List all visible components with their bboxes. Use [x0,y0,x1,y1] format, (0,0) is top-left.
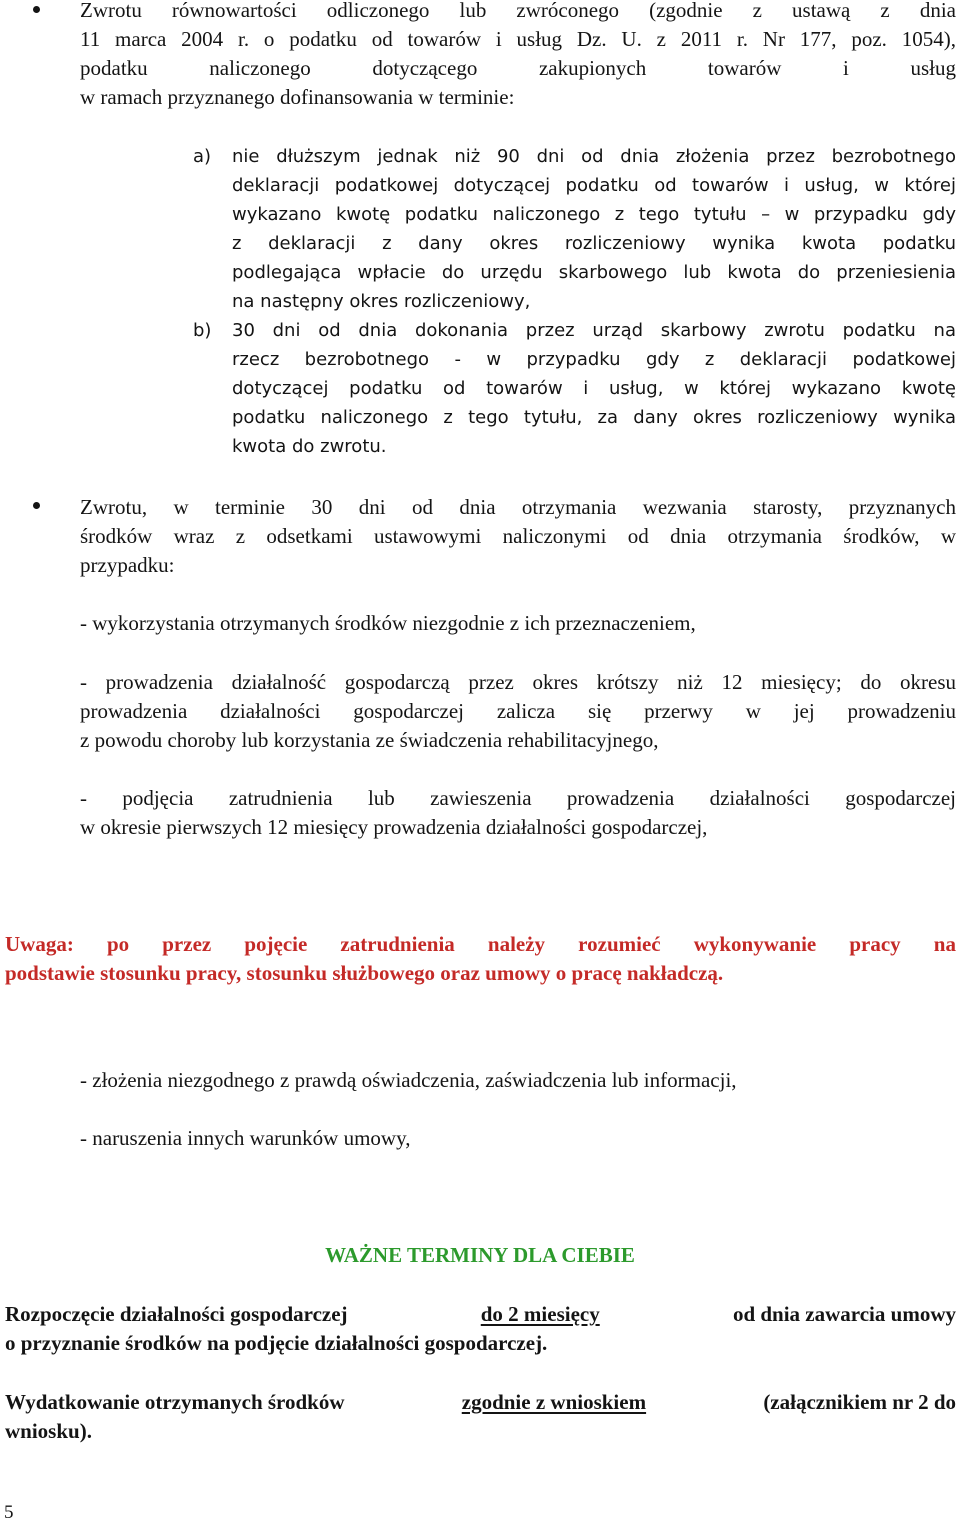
section2-line: środków wraz z odsetkami ustawowymi naliczonymi od dnia otrzymania środków, w [80,524,956,548]
item-a-line: podlegająca wpłacie do urzędu skarbowego lub kwota do przeniesienia [232,262,956,283]
important-paragraph-2 [5,1388,956,1417]
dash-item: prowadzenia działalności gospodarczej zalicza się przerwy w jej prowadzeniu [80,699,956,723]
item-a-marker: a) [193,146,212,167]
note-line: podstawie stosunku pracy, stosunku służbowego oraz umowy o pracę nakładczą. [5,961,724,985]
bullet-point [33,6,40,13]
section1-line: podatku naliczonego dotyczącego zakupionych towarów i usług [80,56,956,80]
page-number: 5 [4,1502,14,1523]
item-b-line: rzecz bezrobotnego - w przypadku gdy z deklaracji podatkowej [232,349,956,370]
dash-item: - podjęcia zatrudnienia lub zawieszenia prowadzenia działalności gospodarczej [80,786,956,810]
bullet-point [33,502,40,509]
important-paragraph-1 [5,1300,956,1329]
item-a-line: deklaracji podatkowej dotyczącej podatku od towarów i usług, w której [232,175,956,196]
item-a-line: na następny okres rozliczeniowy, [232,291,531,312]
important-heading: WAŻNE TERMINY DLA CIEBIE [325,1243,635,1267]
item-b-line: kwota do zwrotu. [232,436,387,457]
item-a-line: nie dłuższym jednak niż 90 dni od dnia złożenia przez bezrobotnego [232,146,956,167]
item-b-marker: b) [193,320,212,341]
dash-item: - wykorzystania otrzymanych środków niezgodnie z ich przeznaczeniem, [80,611,696,635]
item-a-line: wykazano kwotę podatku naliczonego z tego tytułu – w przypadku gdy [232,204,956,225]
dash-item: - złożenia niezgodnego z prawdą oświadczenia, zaświadczenia lub informacji, [80,1068,737,1092]
dash-item: z powodu choroby lub korzystania ze świadczenia rehabilitacyjnego, [80,728,659,752]
p2-line2: wniosku). [5,1419,92,1443]
section1-line: 11 marca 2004 r. o podatku od towarów i usług Dz. U. z 2011 r. Nr 177, poz. 1054), [80,27,956,51]
p1-before: Rozpoczęcie działalności gospodarczej [5,1302,348,1326]
p2-after: (załącznikiem nr 2 do [763,1390,956,1414]
p1-after: od dnia zawarcia umowy [732,1302,956,1326]
p2-underlined: zgodnie z wnioskiem [461,1390,647,1414]
item-b-line: dotyczącej podatku od towarów i usług, w której wykazano kwotę [232,378,956,399]
item-b-line: 30 dni od dnia dokonania przez urząd skarbowy zwrotu podatku na [232,320,956,341]
dash-item: w okresie pierwszych 12 miesięcy prowadzenia działalności gospodarczej, [80,815,708,839]
item-b-line: podatku naliczonego z tego tytułu, za dany okres rozliczeniowy wynika [232,407,956,428]
p1-line2: o przyznanie środków na podjęcie działalności gospodarczej. [5,1331,548,1355]
dash-item: - naruszenia innych warunków umowy, [80,1126,411,1150]
section1-line: w ramach przyznanego dofinansowania w terminie: [80,85,515,109]
item-a-line: z deklaracji z dany okres rozliczeniowy wynika kwota podatku [232,233,956,254]
p1-underlined: do 2 miesięcy [480,1302,600,1326]
section2-line: Zwrotu, w terminie 30 dni od dnia otrzymania wezwania starosty, przyznanych [80,495,956,519]
dash-item: - prowadzenia działalność gospodarczą przez okres krótszy niż 12 miesięcy; do okresu [80,670,956,694]
p2-before: Wydatkowanie otrzymanych środków [5,1390,345,1414]
section1-line: Zwrotu równowartości odliczonego lub zwróconego (zgodnie z ustawą z dnia [80,0,956,22]
section2-line: przypadku: [80,553,175,577]
note-line: Uwaga: po przez pojęcie zatrudnienia należy rozumieć wykonywanie pracy na [5,932,956,956]
